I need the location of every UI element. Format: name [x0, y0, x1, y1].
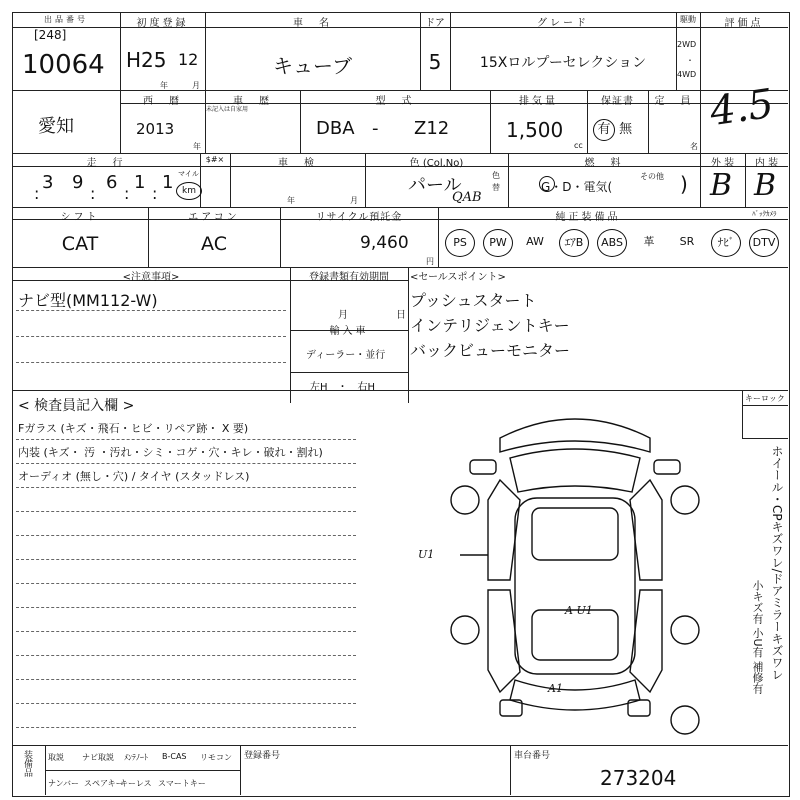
inspector-line-1: Fガラス (キズ・飛石・ヒビ・リペア跡・ X 要)	[18, 422, 249, 435]
inspection-label: 車 検	[278, 158, 317, 169]
equipment-item-5: 革	[643, 235, 655, 248]
damage-mark-a-u1: A U1	[565, 604, 593, 617]
ac-value: AC	[201, 233, 227, 255]
reg-doc-label: 登録書類有効期間	[309, 272, 389, 283]
prefecture: 愛知	[38, 116, 74, 137]
equipment-item-3: ｴｱB	[559, 229, 589, 257]
reg-day: 日	[396, 310, 406, 321]
type-dash: -	[372, 118, 379, 139]
shift-label: シフト	[60, 212, 100, 223]
fuel-label: 燃 料	[584, 158, 624, 169]
equipment-item-0: PS	[445, 229, 475, 257]
year-unit: 年	[160, 81, 168, 90]
mileage-digits: 3 9 6 1 1 : : : :	[34, 172, 174, 203]
displacement-label: 排気量	[519, 96, 558, 107]
shift-value: CAT	[61, 233, 99, 255]
caution-label: <注意事項>	[122, 272, 180, 283]
inspection-year: 年	[287, 196, 295, 205]
caution-text: ナビ型(MM112-W)	[18, 291, 158, 310]
reg-month: 月	[338, 310, 348, 321]
mileage-digit: 1	[134, 172, 146, 193]
footer-item: スペアキー	[84, 779, 124, 788]
lot-number-label: 出品番号	[44, 15, 88, 24]
inspector-title: < 検査員記入欄 >	[18, 398, 135, 414]
score-label: 評価点	[724, 18, 764, 29]
equipment-item-8: DTV	[749, 229, 779, 257]
capacity-label: 定 員	[654, 96, 694, 107]
side-note: ホイール・CPキズワレ/ドアミラーキズワレ	[770, 445, 784, 681]
interior-label: 内 装	[754, 158, 779, 169]
fuel-options: G・D・電気(	[541, 180, 613, 194]
inspector-line-3: オーディオ (無し・穴) / タイヤ (スタッドレス)	[18, 470, 250, 483]
first-reg-era: H25	[126, 48, 167, 72]
warranty-label: 保証書	[601, 96, 634, 107]
footer-item: リモコン	[200, 753, 232, 762]
key-lock-label: キーロック	[745, 394, 785, 403]
grade-value: 15Xロルプーセレクション	[479, 55, 647, 71]
chassis-label: 車台番号	[514, 751, 551, 761]
car-damage-diagram	[440, 400, 710, 740]
model-label: 車 名	[293, 18, 332, 29]
year-unit-2: 年	[193, 142, 201, 151]
first-reg-month: 12	[178, 50, 199, 69]
footer-item: キーレス	[120, 779, 152, 788]
footer-item: 取説	[48, 753, 64, 762]
sales-point-label: <セールスポイント>	[410, 272, 506, 283]
import-label: 輸入車	[329, 326, 369, 337]
mileage-digit: 6	[106, 172, 118, 193]
recycle-unit: 円	[426, 257, 434, 266]
fuel-other: その他	[640, 172, 664, 181]
damage-mark-u1: U1	[418, 548, 435, 561]
reg-number-label: 登録番号	[244, 751, 281, 761]
lot-number: 10064	[22, 50, 105, 80]
month-unit: 月	[192, 81, 200, 90]
mileage-digit: 3	[42, 172, 54, 193]
footer-item: スマートキー	[158, 779, 206, 788]
history-note: 未記入は自家用	[206, 106, 249, 113]
inspector-line-2: 内装 (キズ・ 汚 ・汚れ・シミ・コゲ・穴・キレ・破れ・割れ)	[18, 446, 323, 459]
type-prefix: DBA	[316, 118, 355, 139]
footer-item: ナビ取説	[82, 753, 114, 762]
first-reg-label: 初度登録	[136, 18, 189, 29]
warranty-no: 無	[619, 122, 633, 137]
interior-grade: B	[754, 168, 777, 203]
year-label: 西 暦	[143, 96, 182, 107]
mileage-unit-km: km	[176, 182, 202, 200]
color-label: 色 (Col.No)	[409, 158, 464, 169]
drive-4wd: 4WD	[677, 70, 697, 79]
equipment-label: 純正装備品	[555, 212, 621, 223]
displacement-unit: cc	[574, 141, 583, 150]
sales-point-2: インテリジェントキー	[410, 316, 570, 335]
damage-mark-a1: A1	[548, 682, 563, 695]
equipment-item-1: PW	[483, 229, 513, 257]
history-label: 車 歴	[233, 96, 272, 107]
mileage-label: 走 行	[86, 158, 126, 169]
recycle-label: リサイクル預託金	[315, 212, 403, 223]
back-camera-label: ﾊﾞｯｸｶﾒﾗ	[752, 210, 777, 218]
equipment-item-2: AW	[526, 235, 544, 248]
equipment-item-7: ﾅﾋﾞ	[711, 229, 741, 257]
drive-2wd: 2WD	[677, 40, 697, 49]
sales-point-1: プッシュスタート	[410, 291, 537, 310]
type-code: Z12	[414, 118, 450, 139]
color-code: QAB	[452, 190, 482, 205]
exterior-grade: B	[710, 168, 733, 203]
side-note-2: 小キズ有 小U有 補修有	[751, 580, 764, 695]
s-label: $#×	[205, 155, 225, 164]
handle-side: 左H ・ 右H	[310, 382, 376, 393]
doors-label: ドア	[425, 18, 445, 29]
footer-equip-label: 装備品	[22, 750, 32, 777]
footer-item: ナンバー	[48, 779, 80, 788]
equipment-item-6: SR	[679, 235, 695, 248]
warranty-yes: 有	[593, 119, 615, 141]
color-change: 色替	[492, 171, 500, 192]
mileage-unit-mile: マイル	[178, 170, 199, 178]
doors-value: 5	[428, 50, 442, 74]
type-label: 型 式	[375, 96, 415, 107]
fuel-close: )	[680, 172, 688, 196]
recycle-value: 9,460	[360, 233, 409, 253]
footer-item: B-CAS	[162, 752, 187, 761]
mileage-digit: 1	[162, 172, 174, 193]
ac-label: エアコン	[188, 212, 240, 223]
inspection-month: 月	[350, 196, 358, 205]
chassis-number: 273204	[600, 766, 677, 790]
exterior-label: 外 装	[710, 158, 735, 169]
lane-number: [248]	[34, 28, 67, 42]
import-type: ディーラー・並行	[306, 350, 386, 361]
mileage-digit: 9	[72, 172, 84, 193]
capacity-unit: 名	[690, 142, 698, 151]
equipment-item-4: ABS	[597, 229, 627, 257]
model-name: キューブ	[273, 54, 352, 78]
year-value: 2013	[136, 120, 175, 138]
score-value: 4.5	[707, 80, 777, 136]
footer-item: ﾒﾝﾃﾉｰﾄ	[124, 753, 148, 762]
displacement-value: 1,500	[506, 118, 564, 142]
grade-label: グレード	[537, 18, 589, 29]
color-value: パール	[408, 175, 462, 196]
drive-label: 駆動	[680, 15, 696, 24]
sales-point-3: バックビューモニター	[410, 341, 571, 360]
